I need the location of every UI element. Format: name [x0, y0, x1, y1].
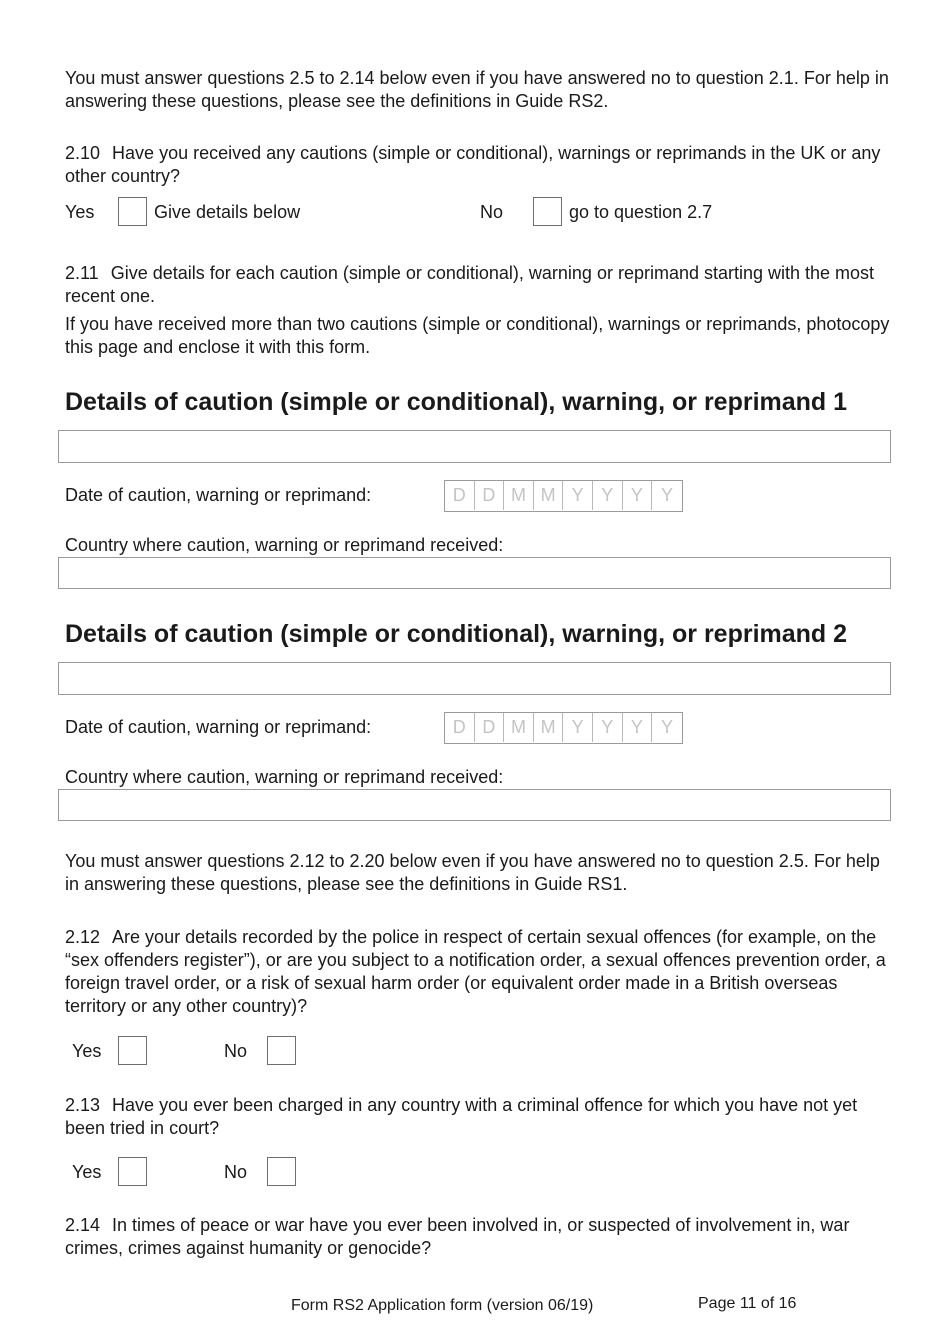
footer-form-title: Form RS2 Application form (version 06/19) [291, 1297, 594, 1314]
date-digit[interactable]: D [445, 713, 475, 742]
intro-paragraph-2: You must answer questions 2.12 to 2.20 below even if you have answered no to question 2.5. For help in answering these questions, please see the definitions in Guide RS1. [65, 851, 880, 894]
date-digit[interactable]: Y [660, 485, 673, 505]
caution-2-country-field[interactable] [58, 789, 891, 821]
yes-note: Give details below [154, 202, 301, 222]
q2-13-no-checkbox[interactable] [267, 1157, 296, 1186]
date-digit[interactable]: Y [660, 717, 673, 737]
caution-1-date-field[interactable] [444, 480, 683, 512]
date-digit[interactable]: Y [563, 713, 593, 742]
question-2-11 [65, 262, 895, 308]
date-digit[interactable]: M [534, 481, 564, 510]
no-note: go to question 2.7 [569, 202, 713, 222]
caution-1-country-label: Country where caution, warning or reprimand received: [65, 535, 504, 555]
caution-2-details-field[interactable] [58, 662, 891, 695]
question-2-12 [65, 926, 895, 1018]
caution-2-date-field[interactable] [444, 712, 683, 744]
question-2-13 [65, 1094, 895, 1140]
yes-label: Yes [65, 202, 95, 222]
date-digit[interactable]: Y [593, 713, 623, 742]
q2-13-yes-checkbox[interactable] [118, 1157, 147, 1186]
question-number: 2.10 [65, 143, 101, 163]
date-digit[interactable]: Y [623, 713, 653, 742]
date-digit[interactable]: D [475, 481, 505, 510]
question-text: Have you received any cautions (simple or conditional), warnings or reprimands in the UK or any other country? [65, 143, 881, 186]
date-digit[interactable]: Y [623, 481, 653, 510]
q2-10-yes-checkbox[interactable] [118, 197, 147, 226]
yes-label: Yes [72, 1162, 102, 1182]
intro-paragraph-1: You must answer questions 2.5 to 2.14 below even if you have answered no to question 2.1. For help in answering these questions, please see the definitions in Guide RS2. [65, 68, 889, 111]
caution-2-country-label: Country where caution, warning or reprimand received: [65, 767, 504, 787]
caution-1-country-field[interactable] [58, 557, 891, 589]
no-label: No [224, 1162, 248, 1182]
no-label: No [480, 202, 504, 222]
date-digit[interactable]: Y [563, 481, 593, 510]
question-number: 2.13 [65, 1095, 101, 1115]
q2-11-note: If you have received more than two cautions (simple or conditional), warnings or reprimands, photocopy this page and enclose it with this form. [65, 314, 890, 357]
q2-12-no-checkbox[interactable] [267, 1036, 296, 1065]
date-digit[interactable]: Y [593, 481, 623, 510]
q2-12-yes-checkbox[interactable] [118, 1036, 147, 1065]
caution-1-heading: Details of caution (simple or conditional), warning, or reprimand 1 [65, 388, 848, 416]
date-digit[interactable]: M [504, 713, 534, 742]
date-digit[interactable]: D [445, 481, 475, 510]
question-2-14 [65, 1214, 895, 1260]
question-text: In times of peace or war have you ever been involved in, or suspected of involvement in, war crimes, crimes against humanity or genocide? [65, 1215, 850, 1258]
caution-1-date-label: Date of caution, warning or reprimand: [65, 485, 372, 505]
question-text: Are your details recorded by the police in respect of certain sexual offences (for example, on the “sex offenders register”), or are you subject to a notification order, a sexual offences prevention order, a foreign travel order, or a risk of sexual harm order (or equivalent order made in a British overseas territory or any other country)? [65, 927, 886, 1016]
date-digit[interactable]: M [534, 713, 564, 742]
caution-2-heading: Details of caution (simple or conditional), warning, or reprimand 2 [65, 620, 848, 648]
question-text: Give details for each caution (simple or conditional), warning or reprimand starting with the most recent one. [65, 263, 875, 306]
question-text: Have you ever been charged in any country with a criminal offence for which you have not yet been tried in court? [65, 1095, 858, 1138]
question-number: 2.11 [65, 263, 99, 283]
yes-label: Yes [72, 1041, 102, 1061]
question-number: 2.14 [65, 1215, 101, 1235]
question-2-10 [65, 142, 895, 188]
footer-page-number: Page 11 of 16 [698, 1295, 797, 1312]
no-label: No [224, 1041, 248, 1061]
date-digit[interactable]: D [475, 713, 505, 742]
q2-10-no-checkbox[interactable] [533, 197, 562, 226]
date-digit[interactable]: M [504, 481, 534, 510]
caution-2-date-label: Date of caution, warning or reprimand: [65, 717, 372, 737]
caution-1-details-field[interactable] [58, 430, 891, 463]
question-number: 2.12 [65, 927, 101, 947]
